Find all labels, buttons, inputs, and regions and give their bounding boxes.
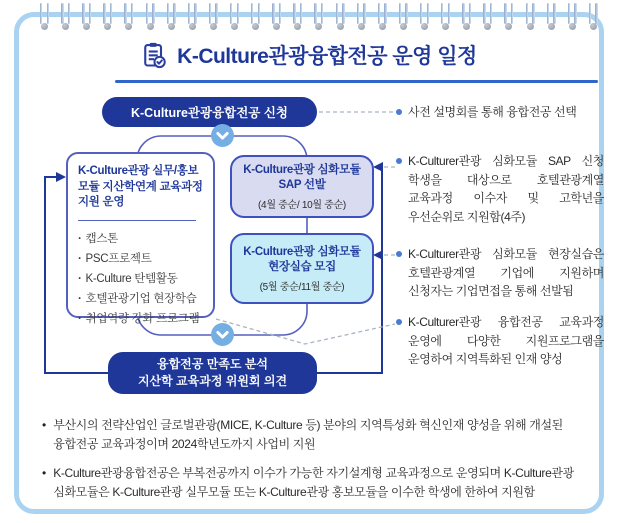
practice-module-box	[66, 152, 215, 325]
clipboard-check-icon	[140, 41, 168, 69]
footnote-bullet: •	[42, 418, 47, 432]
binder-ring	[526, 3, 535, 31]
binder-ring	[568, 3, 577, 31]
binder-ring	[483, 3, 492, 31]
spiral-binding	[40, 3, 598, 33]
note-bullet-dot	[396, 158, 402, 164]
binder-ring	[462, 3, 471, 31]
chevron-down-icon	[210, 322, 235, 347]
arrowhead-into-left-box	[56, 172, 66, 182]
page-header	[0, 40, 617, 70]
note-text: 사전 설명회를 통해 융합전공 선택	[408, 105, 577, 119]
note-bullet-dot	[396, 251, 402, 257]
review-step-pill	[108, 352, 317, 394]
arrowhead-into-sap-box	[373, 162, 383, 172]
binder-ring	[399, 3, 408, 31]
binder-ring	[251, 3, 260, 31]
binder-ring	[124, 3, 133, 31]
note-leader-lines	[216, 112, 395, 344]
binder-ring	[167, 3, 176, 31]
side-note	[396, 313, 604, 369]
footnote-text: K-Culture관광융합전공은 부복전공까지 이수가 가능한 자기설계형 교육과정으로 운영되며 K-Culture관광 심화모듈은 K-Culture관광 실무모듈 또는 K-Culture관광 홍보모듈을 이수한 학생에 한하여 지원함	[53, 466, 574, 499]
binder-ring	[188, 3, 197, 31]
binder-ring	[146, 3, 155, 31]
binder-ring	[314, 3, 323, 31]
binder-ring	[272, 3, 281, 31]
sap-selection-box	[230, 155, 374, 218]
side-note	[396, 152, 604, 226]
program-item: · K-Culture 탄템활동	[78, 269, 205, 289]
note-bullet-dot	[396, 319, 402, 325]
sap-selection-title: K-Culture관광 심화모듈 SAP 선발	[243, 163, 361, 191]
field-training-box	[230, 233, 374, 304]
binder-ring	[40, 3, 49, 31]
binder-ring	[589, 3, 598, 31]
note-text: K-Culturer관광 심화모듈 현장실습은 호텔관광계열 기업에 지원하며 신청자는 기업면접을 통해 선발됨	[408, 247, 604, 298]
side-note	[396, 103, 604, 122]
program-item: · 호텔관광기업 현장학습	[78, 289, 205, 309]
footnote-text: 부산시의 전략산업인 글로벌관광(MICE, K-Culture 등) 분야의 지역특성화 혁신인재 양성을 위해 개설된 융합전공 교육과정이며 2024학년도까지 사업비 지원	[53, 418, 563, 451]
program-item: · 취업역량 강화 프로그램	[78, 309, 205, 329]
binder-ring	[547, 3, 556, 31]
binder-ring	[293, 3, 302, 31]
chevron-down-icon	[210, 123, 235, 148]
binder-ring	[441, 3, 450, 31]
binder-ring	[82, 3, 91, 31]
title-underline	[115, 80, 598, 83]
page-title: K-Culture관광융합전공 운영 일정	[177, 45, 477, 68]
side-note	[396, 245, 604, 301]
program-list	[78, 229, 205, 329]
program-item: · PSC프로젝트	[78, 249, 205, 269]
review-line1: 융합전공 만족도 분석	[157, 357, 268, 371]
binder-ring	[378, 3, 387, 31]
field-training-title: K-Culture관광 심화모듈 현장실습 모집	[243, 245, 361, 273]
note-text: K-Culturer관광 융합전공 교육과정 운영에 다양한 지원프로그램을 운영하여 지역특화된 인재 양성	[408, 315, 604, 366]
note-text: K-Culturer관광 심화모듈 SAP 신청 학생을 대상으로 호텔관광계열 교육과정 이수자 및 고학년을 우선순위로 지원함(4주)	[408, 154, 604, 224]
binder-ring	[103, 3, 112, 31]
practice-module-title: K-Culture관광 실무/홍보 모듈 지산학연계 교육과정 지원 운영	[78, 165, 203, 208]
binder-ring	[420, 3, 429, 31]
note-bullet-dot	[396, 109, 402, 115]
arrowhead-into-field-box	[373, 250, 383, 260]
sap-selection-schedule: (4월 중순/ 10월 중순)	[258, 199, 346, 211]
field-training-schedule: (5월 중순/11월 중순)	[259, 281, 345, 293]
binder-ring	[504, 3, 513, 31]
program-item: · 캡스톤	[78, 229, 205, 249]
binder-ring	[336, 3, 345, 31]
footnote	[42, 416, 598, 454]
footnote	[42, 464, 598, 502]
review-line2: 지산학 교육과정 위원회 의견	[137, 374, 288, 388]
footnote-bullet: •	[42, 466, 47, 480]
binder-ring	[230, 3, 239, 31]
box-divider	[78, 220, 196, 222]
apply-step-label: K-Culture관광융합전공 신청	[130, 106, 288, 120]
binder-ring	[61, 3, 70, 31]
binder-ring	[357, 3, 366, 31]
binder-ring	[209, 3, 218, 31]
